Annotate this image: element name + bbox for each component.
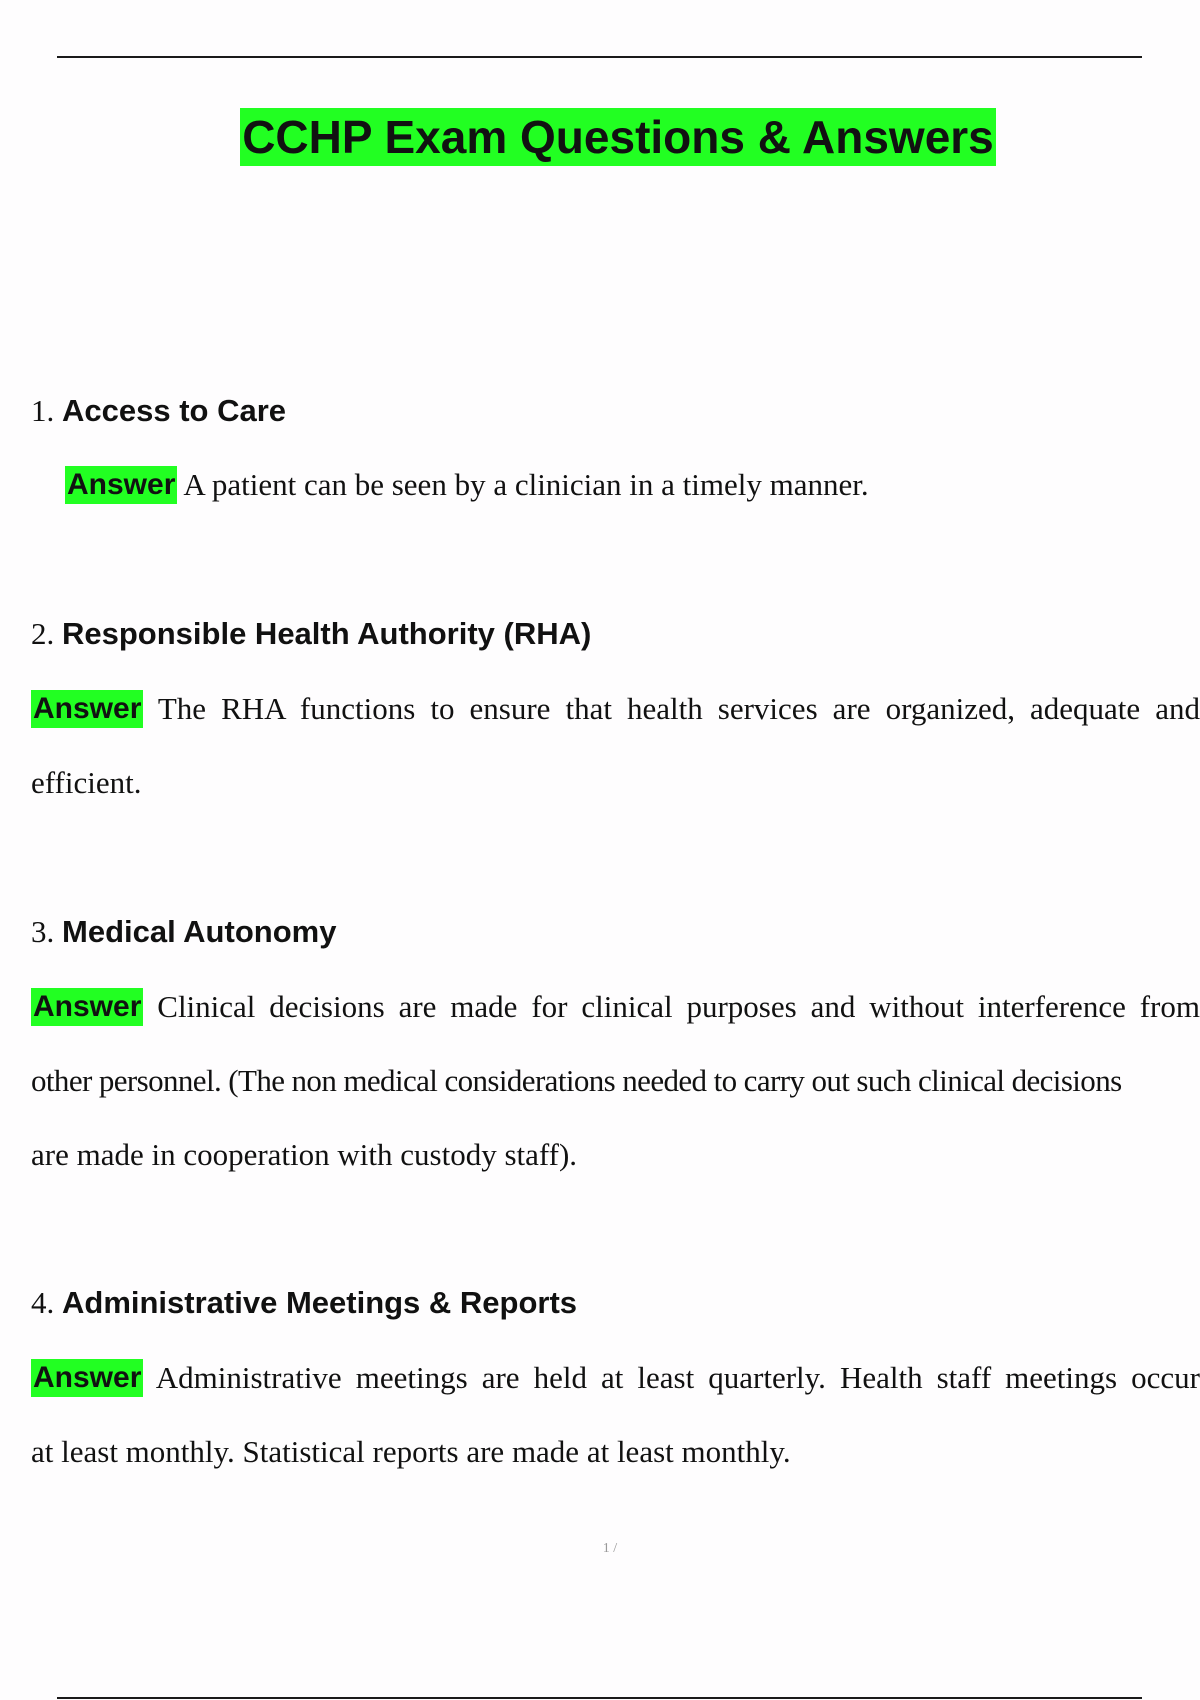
answer-block-3 bbox=[31, 970, 1200, 1192]
question-heading-3 bbox=[31, 912, 336, 952]
answer-line bbox=[65, 448, 1165, 522]
top-divider bbox=[57, 56, 1142, 58]
question-heading-2 bbox=[31, 614, 591, 654]
answer-text: Clinical decisions are made for clinical purposes and without interference from bbox=[157, 989, 1200, 1024]
answer-text: The RHA functions to ensure that health services are organized, adequate and bbox=[157, 691, 1200, 726]
answer-line bbox=[31, 970, 1200, 1044]
question-heading-1 bbox=[31, 391, 286, 431]
question-title: Responsible Health Authority (RHA) bbox=[62, 616, 592, 651]
question-heading-4 bbox=[31, 1283, 577, 1323]
question-title: Administrative Meetings & Reports bbox=[62, 1285, 578, 1320]
answer-line-continued: are made in cooperation with custody staff). bbox=[31, 1137, 578, 1172]
question-number: 1. bbox=[31, 393, 55, 428]
answer-line-continued: other personnel. (The non medical considerations needed to carry out such clinical decisions bbox=[31, 1063, 1122, 1098]
question-number: 4. bbox=[31, 1285, 55, 1320]
document-title: CCHP Exam Questions & Answers bbox=[240, 108, 996, 166]
answer-line bbox=[31, 672, 1200, 746]
question-number: 3. bbox=[31, 914, 55, 949]
answer-block-4 bbox=[31, 1341, 1200, 1489]
answer-block-2 bbox=[31, 672, 1200, 820]
page-number: 1 / bbox=[602, 1541, 618, 1556]
answer-label: Answer bbox=[31, 690, 143, 728]
question-title: Access to Care bbox=[62, 393, 287, 428]
answer-label: Answer bbox=[31, 988, 143, 1026]
answer-text: A patient can be seen by a clinician in a timely manner. bbox=[183, 467, 869, 502]
bottom-divider bbox=[57, 1697, 1142, 1699]
question-title: Medical Autonomy bbox=[62, 914, 337, 949]
answer-line-continued: at least monthly. Statistical reports are made at least monthly. bbox=[31, 1434, 791, 1469]
answer-label: Answer bbox=[65, 466, 177, 504]
answer-label: Answer bbox=[31, 1359, 143, 1397]
answer-line bbox=[31, 1341, 1200, 1415]
title-container bbox=[0, 108, 1200, 166]
answer-line-continued: efficient. bbox=[31, 765, 142, 800]
question-number: 2. bbox=[31, 616, 55, 651]
answer-text: Administrative meetings are held at least quarterly. Health staff meetings occur bbox=[155, 1360, 1200, 1395]
answer-block-1 bbox=[65, 448, 1165, 522]
